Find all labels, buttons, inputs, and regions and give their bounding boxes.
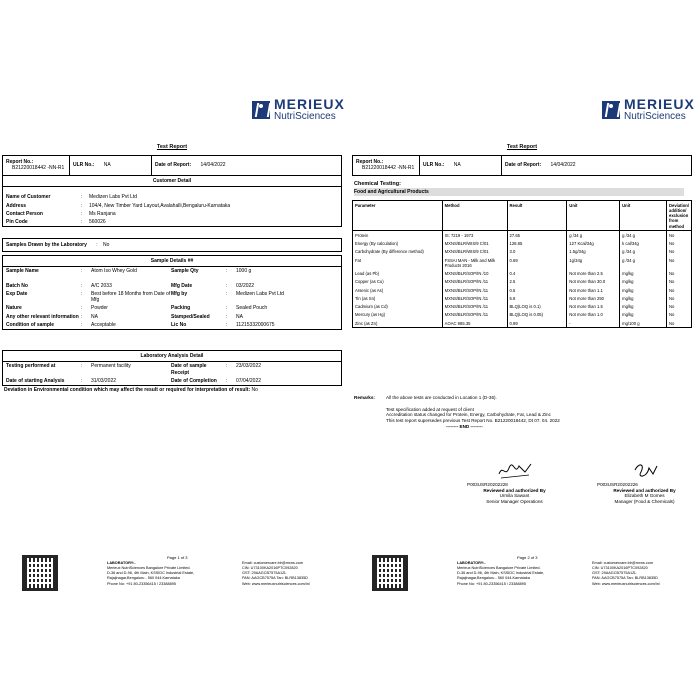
signatory-code: P003USR20202228: [467, 482, 508, 487]
table-cell: Not more than 1.5: [567, 303, 620, 311]
table-cell: BLQ(LOQ is 0.05): [507, 311, 567, 319]
lab-line: Merieux NutriSciences Bangalore Private Limited.: [457, 566, 541, 571]
sample-details-title: Sample Details ##: [3, 256, 341, 267]
ulr-label: ULR No.:: [73, 162, 95, 169]
table-cell: MXNS/BLR/SOP/IN /11: [442, 311, 507, 319]
nature-label: Nature: [6, 305, 22, 312]
condition: Acceptable: [91, 321, 116, 328]
signature-1-icon: [495, 460, 535, 482]
start-date: 31/03/2022: [91, 377, 117, 384]
lab-line: Rajajinagar,Bengaluru - 560 044.Karnataka: [457, 576, 530, 581]
date-of-report: 14/04/2022: [200, 162, 226, 169]
table-cell: No: [666, 240, 691, 248]
table-row: [353, 303, 692, 311]
report-no: B21220018442 -NN-R1: [12, 165, 65, 172]
table-cell: Zinc (as Zn): [353, 319, 443, 328]
deviation-value: No: [251, 387, 258, 393]
table-cell: Not more than 1.0: [567, 311, 620, 319]
table-row: [353, 270, 692, 278]
pin-code-label: Pin Code: [6, 219, 28, 225]
table-cell: 27.65: [507, 231, 567, 240]
customer-name-label: Name of Customer: [6, 194, 51, 201]
merieux-logo-icon: [252, 101, 270, 119]
address-label: Address: [6, 202, 27, 209]
lab-address: [107, 561, 222, 587]
customer-detail-title: Customer Detail: [3, 176, 341, 187]
remarks-label: Remarks:: [354, 395, 375, 400]
date-of-report-label: Date of Report:: [155, 162, 192, 169]
table-cell: mg/kg: [620, 311, 667, 319]
table-cell: MXNS/BLR/WIS/9 C/01: [442, 248, 507, 256]
table-cell: 3.0: [507, 248, 567, 256]
footer-page-2: [352, 555, 692, 600]
signatory-1: [467, 460, 562, 505]
completion-date-label: Date of Completion: [171, 377, 217, 384]
remarks-line: This test report supersedes previous Test Report No. B21220018442, Dt 07. 04. 2022: [386, 418, 560, 424]
table-cell: No: [666, 286, 691, 294]
table-row: [353, 311, 692, 319]
merieux-logo: [602, 95, 695, 125]
table-cell: No: [666, 270, 691, 278]
performed-at-label: Testing performed at: [6, 363, 56, 370]
table-cell: 0.69: [507, 256, 567, 270]
signatory-2: [597, 460, 692, 505]
chemical-testing-heading: Chemical Testing:: [354, 181, 401, 187]
table-cell: Energy (By calculation): [353, 240, 443, 248]
table-row: [353, 231, 692, 240]
deviation-note: [4, 387, 258, 393]
table-cell: Not more than 30.0: [567, 278, 620, 286]
table-row: [353, 240, 692, 248]
contact-person: Ms Ranjana: [89, 210, 116, 217]
merieux-logo: [252, 95, 345, 125]
signatory-role: Reviewed and authorized By: [483, 487, 546, 493]
table-cell: 0.99: [507, 319, 567, 328]
table-cell: mg/kg: [620, 294, 667, 302]
table-cell: 2.5: [507, 278, 567, 286]
ulr-label: ULR No.:: [423, 162, 445, 169]
table-cell: Protein: [353, 231, 443, 240]
date-of-report: 14/04/2022: [550, 162, 576, 169]
table-cell: Copper (as Cu): [353, 278, 443, 286]
contact-line: CIN: U73100KA2016PTC092820: [242, 566, 298, 571]
mfg-date-label: Mfg Date: [171, 282, 193, 289]
ulr-value: NA: [103, 162, 111, 169]
contact-person-label: Contact Person: [6, 210, 43, 217]
table-cell: 1g/34g: [567, 256, 620, 270]
table-row: [353, 278, 692, 286]
address: 104/4, New Timber Yard Layout,Avalahalli,Bengaluru-Karnataka: [89, 202, 231, 209]
test-report-title: Test Report: [156, 144, 188, 150]
lab-line: D-36 and D-96, 4th Main, KSSIDC Industrial Estate,: [457, 571, 545, 576]
contact-line: PAN: AAGCB7575A Tan: BLRB13835D: [242, 576, 308, 581]
ulr-value: NA: [453, 162, 461, 169]
col-header: Parameter: [353, 201, 443, 231]
table-cell: 128.85: [507, 240, 567, 248]
batch-no: A/C 2033: [91, 282, 112, 289]
table-cell: g /34 g: [620, 256, 667, 270]
signatory-name: Elizabeth M Gomes: [624, 493, 665, 499]
remarks-line: Test specification added at request of client: [386, 406, 474, 412]
page-number: Page 2 of 3: [517, 555, 538, 560]
contact-line: Email: customercare.blr@mxns.com: [242, 561, 304, 565]
table-cell: mg/100 g: [620, 319, 667, 328]
lab-line: D-36 and D-96, 4th Main, KSSIDC Industrial Estate,: [107, 571, 195, 576]
lab-line: Rajajinagar,Bengaluru - 560 044.Karnataka: [107, 576, 180, 581]
table-cell: IS: 7219 - 1973: [442, 231, 507, 240]
table-cell: Not more than 250: [567, 294, 620, 302]
contact-line: GST: 29AAGCB7575A1ZL: [242, 571, 287, 576]
col-header: Method: [442, 201, 507, 231]
nature: Powder: [91, 305, 108, 312]
table-cell: mg/kg: [620, 278, 667, 286]
table-cell: Tin (as Sn): [353, 294, 443, 302]
table-cell: Carbohydrate (By difference method): [353, 248, 443, 256]
qr-code-icon: [372, 555, 408, 591]
other-info-label: Any other relevant information: [6, 313, 79, 320]
table-cell: Arsenic (as As): [353, 286, 443, 294]
samples-drawn-label: Samples Drawn by the Laboratory: [6, 242, 87, 248]
report-header-table: [2, 155, 342, 176]
table-row: [353, 248, 692, 256]
table-cell: Mercury (as Hg): [353, 311, 443, 319]
col-header: Unit: [620, 201, 667, 231]
report-page-1: [2, 95, 345, 595]
start-date-label: Date of starting Analysis: [6, 377, 65, 384]
table-cell: No: [666, 303, 691, 311]
mfg-by: Medizen Labs Pvt Ltd: [236, 290, 285, 297]
remarks-line: All the above tests are conducted in Location 1 (D-36).: [386, 395, 497, 400]
report-no-label: Report No.:: [356, 159, 384, 165]
sample-name-label: Sample Name: [6, 268, 39, 275]
table-cell: MXNS/BLR/SOP/IN /11: [442, 278, 507, 286]
batch-no-label: Batch No: [6, 282, 28, 289]
lab-contact: [592, 561, 692, 587]
contact-line: Web: www.merieuxnutrisciences.com/in/: [592, 581, 660, 586]
table-cell: g /34 g: [620, 231, 667, 240]
table-cell: MXNS/BLR/SOP/IN /10: [442, 270, 507, 278]
table-cell: No: [666, 278, 691, 286]
table-cell: BLQ(LOQ is 0.1): [507, 303, 567, 311]
col-header: Deviation/ addition/ exclusion from method: [666, 201, 691, 231]
contact-line: Email: customercare.blr@mxns.com: [592, 561, 654, 565]
table-cell: MXNS/BLR/WIS/9 C/01: [442, 240, 507, 248]
lab-address: [457, 561, 572, 587]
customer-detail-section: Customer Detail Name of Customer : Medizen Labs Pvt Ltd Address : 104/4, New Timber Yard Layout,Avalahalli,Bengaluru-Karnataka Contact Person : Ms Ranjana Pin Code : 560026: [2, 175, 342, 227]
table-cell: No: [666, 248, 691, 256]
end-marker: -------- END --------: [446, 423, 483, 429]
sample-details-section: Sample Details ## Sample Name : Atom Iso Whey Gold Sample Qty : 1000 g Batch No : A/C 2033 Mfg Date : 03/2022 Exp Date : Best before 18 Months from Date of Mfg Mfg by : Medizen Labs Pvt Ltd Nature : Powder Packing : Sealed Pouch Any other relevant information : NA Stamped/Sealed : NA Condition of sample : Acceptable Lic No : 11215332000675: [2, 255, 342, 330]
samples-drawn-row: Samples Drawn by the Laboratory : No: [2, 238, 342, 252]
table-cell: mg/kg: [620, 303, 667, 311]
table-cell: AOAC 985.35: [442, 319, 507, 328]
samples-drawn: No: [103, 242, 110, 248]
mfg-by-label: Mfg by: [171, 290, 188, 297]
footer-page-1: [2, 555, 342, 600]
other-info: NA: [91, 313, 98, 320]
logo-line1: MERIEUX: [624, 96, 695, 112]
table-cell: Fat: [353, 256, 443, 270]
signatory-name: Urmila Sawant: [499, 493, 530, 499]
table-cell: k cal/34g: [620, 240, 667, 248]
table-cell: 5.8: [507, 294, 567, 302]
contact-line: GST: 29AAGCB7575A1ZL: [592, 571, 637, 576]
packing-label: Packing: [171, 305, 191, 312]
lic-no: 11215332000675: [236, 321, 275, 328]
table-row: [353, 319, 692, 328]
col-header: Result: [507, 201, 567, 231]
table-cell: MXNS/BLR/SOP/IN /11: [442, 294, 507, 302]
date-of-report-label: Date of Report:: [505, 162, 542, 169]
food-agri-subheading: Food and Agricultural Products: [354, 188, 684, 196]
pin-code: 560026: [89, 219, 106, 225]
exp-date: Best before 18 Months from Date of Mfg: [91, 290, 171, 303]
signatory-title: Senior Manager Operations: [486, 499, 543, 505]
table-cell: mg/kg: [620, 286, 667, 294]
completion-date: 07/04/2022: [236, 377, 262, 384]
report-no: B21220018442 -NN-R1: [362, 165, 415, 172]
table-cell: No: [666, 319, 691, 328]
table-row: [353, 294, 692, 302]
table-cell: Not more than 1.1: [567, 286, 620, 294]
table-cell: 0.4: [507, 270, 567, 278]
lab-title: LABORATORY:-: [457, 561, 486, 565]
signatory-code: P003USR20202226: [597, 482, 638, 487]
remarks-block: [354, 395, 560, 430]
table-cell: Lead (as Pb): [353, 270, 443, 278]
packing: Sealed Pouch: [236, 305, 268, 312]
signatory-title: Manager (Food & Chemicals): [614, 499, 675, 505]
qr-code-icon: [22, 555, 58, 591]
logo-line2: NutriSciences: [624, 111, 686, 122]
exp-date-label: Exp Date: [6, 290, 28, 297]
receipt-date-label: Date of sample Receipt: [171, 363, 207, 376]
sample-name: Atom Iso Whey Gold: [91, 268, 137, 275]
table-cell: No: [666, 231, 691, 240]
lab-line: Phone No: +91 80-23356415 / 23388895: [107, 581, 176, 586]
sample-qty-label: Sample Qty: [171, 268, 199, 275]
test-report-title: Test Report: [506, 144, 538, 150]
report-header-table: [352, 155, 692, 176]
lab-analysis-title: Laboratory Analysis Detail: [3, 351, 341, 362]
table-cell: MXNS/BLR/SOP/IN /11: [442, 286, 507, 294]
performed-at: Permanent facility: [91, 363, 131, 370]
stamped-sealed: NA: [236, 313, 243, 320]
signatory-role: Reviewed and authorized By: [613, 487, 676, 493]
table-cell: Cadmium (as Cd): [353, 303, 443, 311]
customer-name: Medizen Labs Pvt Ltd: [89, 194, 138, 201]
page-number: Page 1 of 3: [167, 555, 188, 560]
merieux-logo-icon: [602, 101, 620, 119]
table-row: [353, 286, 692, 294]
remarks-line: Accreditation status changed for Protein, Energy, Carbohydrate, Fat, Lead & Zinc: [386, 412, 551, 418]
table-cell: -: [567, 319, 620, 328]
table-cell: mg/kg: [620, 270, 667, 278]
table-cell: g /34 g: [567, 231, 620, 240]
logo-line2: NutriSciences: [274, 111, 336, 122]
table-cell: 1.5g/34g: [567, 248, 620, 256]
lic-no-label: Lic No: [171, 321, 187, 328]
mfg-date: 03/2022: [236, 282, 255, 289]
report-no-label: Report No.:: [6, 159, 34, 165]
table-cell: No: [666, 256, 691, 270]
condition-label: Condition of sample: [6, 321, 55, 328]
logo-line1: MERIEUX: [274, 96, 345, 112]
table-cell: FSSAI MAN - Milk and Milk Products 2016: [442, 256, 507, 270]
table-cell: No: [666, 294, 691, 302]
lab-analysis-section: Laboratory Analysis Detail Testing performed at : Permanent facility Date of sample Receipt : 23/03/2022 Date of starting Analysis : 31/03/2022 Date of Completion : 07/04/2022: [2, 350, 342, 386]
lab-line: Phone No: +91 80-23356415 / 23388895: [457, 581, 526, 586]
deviation-label: Deviation in Environmental condition which may affect the result or required for interpretation of result:: [4, 387, 251, 393]
table-cell: g /34 g: [620, 248, 667, 256]
report-page-2: [352, 95, 695, 595]
col-header: Unit: [567, 201, 620, 231]
lab-contact: [242, 561, 342, 587]
lab-line: Merieux NutriSciences Bangalore Private Limited.: [107, 566, 191, 571]
table-cell: 0.5: [507, 286, 567, 294]
table-cell: No: [666, 311, 691, 319]
results-table: [352, 200, 692, 328]
signature-2-icon: [625, 460, 665, 482]
table-cell: 127 Kcal/34g: [567, 240, 620, 248]
table-cell: MXNS/BLR/SOP/IN /11: [442, 303, 507, 311]
table-cell: Not more than 2.5: [567, 270, 620, 278]
contact-line: CIN: U73100KA2016PTC092820: [592, 566, 648, 571]
contact-line: PAN: AAGCB7575A Tan: BLRB13835D: [592, 576, 658, 581]
receipt-date: 23/03/2022: [236, 363, 262, 370]
table-row: [353, 256, 692, 270]
stamped-sealed-label: Stamped/Sealed: [171, 313, 210, 320]
contact-line: Web: www.merieuxnutrisciences.com/in/: [242, 581, 310, 586]
lab-title: LABORATORY:-: [107, 561, 136, 565]
sample-qty: 1000 g: [236, 268, 252, 275]
